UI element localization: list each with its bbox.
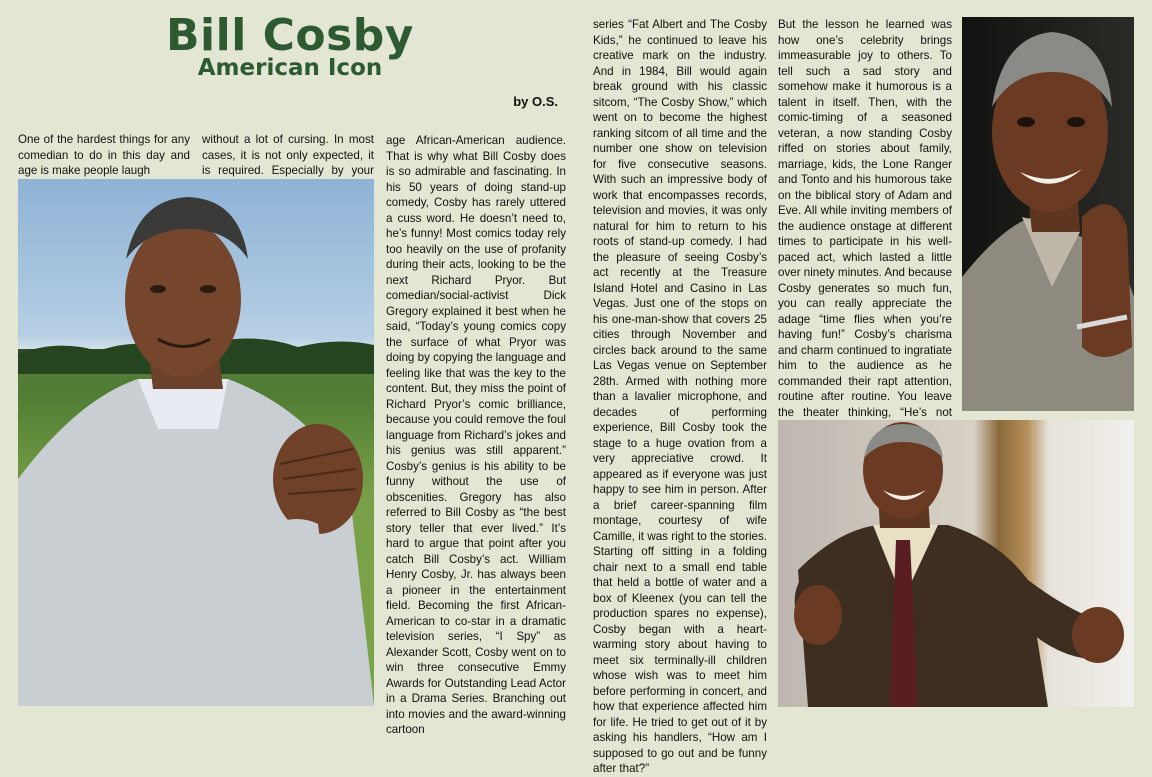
text-column-1a: One of the hardest things for any comedian to do in this day and age is make people laugh — [18, 133, 190, 177]
portrait-photo-studio — [962, 17, 1134, 411]
stage-photo — [778, 420, 1134, 707]
article-title: Bill Cosby — [166, 10, 414, 61]
text-column-1b: without a lot of cursing. In most cases, it is not only expected, it is required. Especially by your — [202, 133, 374, 177]
text-column-3: series “Fat Albert and The Cosby Kids,” he continued to leave his creative mark on the industry. And in 1984, Bill would again break ground with his classic sitcom, “The Cosby Show,” which went on to become the highest ranking sitcom of all time and the number one show on television for five consecutive seasons. With such an impressive body of work that encompasses records, television and movies, it was only natural for him to return to his roots of stand-up comedy. I had the pleasure of seeing Cosby’s act recently at the Treasure Island Hotel and Casino in Las Vegas. Just one of the stops on his one-man-show that covers 25 cities through November and circles back around to the same Las Vegas venue on September 28th. Armed with nothing more than a lavalier microphone, and decades of performing experience, Bill Cosby took the stage to a huge ovation from a very appreciative crowd. It appeared as if everyone was just happy to see him in person. After a brief career-spanning film montage, courtesy of wife Camille, it was right to the stories. Starting off sitting in a folding chair next to a small end table that held a bottle of water and a box of Kleenex (you can tell the production spares no expense), Cosby began with a heart-warming story about having to meet six terminally-ill children whose wish was to meet him before performing in concert, and how that experience affected him for life. He tried to get out of it by asking his handlers, “How am I supposed to go out and be funny after that?” — [593, 18, 767, 775]
article-subtitle: American Icon — [197, 55, 383, 81]
article-title-block — [150, 12, 430, 80]
text-column-2: age African-American audience. That is why what Bill Cosby does is so admirable and fascinating. In his 50 years of doing stand-up comedy, Cosby has rarely uttered a cuss word. He doesn’t need to, he’s funny! Most comics today rely too heavily on the use of profanity during their acts, looking to be the next Richard Pryor. But comedian/social-activist Dick Gregory explained it best when he said, “Today’s young comics copy the surface of what Pryor was doing by copying the language and feeling like that was the key to the content. But, they miss the point of Richard Pryor’s comic brilliance, because you could remove the foul language from Richard’s jokes and his genius was still apparent.” Cosby’s genius is his ability to be funny without the use of obscenities. Gregory has also referred to Bill Cosby as “the best story teller that ever lived.” It’s hard to argue that point after you catch Bill Cosby’s act. William Henry Cosby, Jr. has always been a pioneer in the entertainment field. Becoming the first African-American to co-star in a dramatic television series, “I Spy” as Alexander Scott, Cosby went on to win three consecutive Emmy Awards for Outstanding Lead Actor in a Drama Series. Branching out into movies and the award-winning cartoon — [386, 134, 566, 736]
text-column-4: But the lesson he learned was how one’s celebrity brings immeasurable joy to others. To tell such a sad story and somehow make it humorous is a talent in itself. Then, with the comic-timing of a seasoned veteran, a now standing Cosby riffed on stories about family, marriage, kids, the Lone Ranger and Tonto and his humorous take on the biblical story of Adam and Eve. All while inviting members of the audience onstage at different times to participate in his well-paced act, which lasted a little over ninety minutes. And because Cosby generates so much fun, you can really appreciate the adage “time flies when you’re having fun!” Cosby’s charisma and charm continued to ingratiate him to the audience as he commanded their rapt attention, routine after routine. You leave the theater thinking, “He’s not — [778, 18, 953, 419]
portrait-photo-outdoors — [18, 179, 374, 706]
byline: by O.S. — [513, 94, 558, 109]
